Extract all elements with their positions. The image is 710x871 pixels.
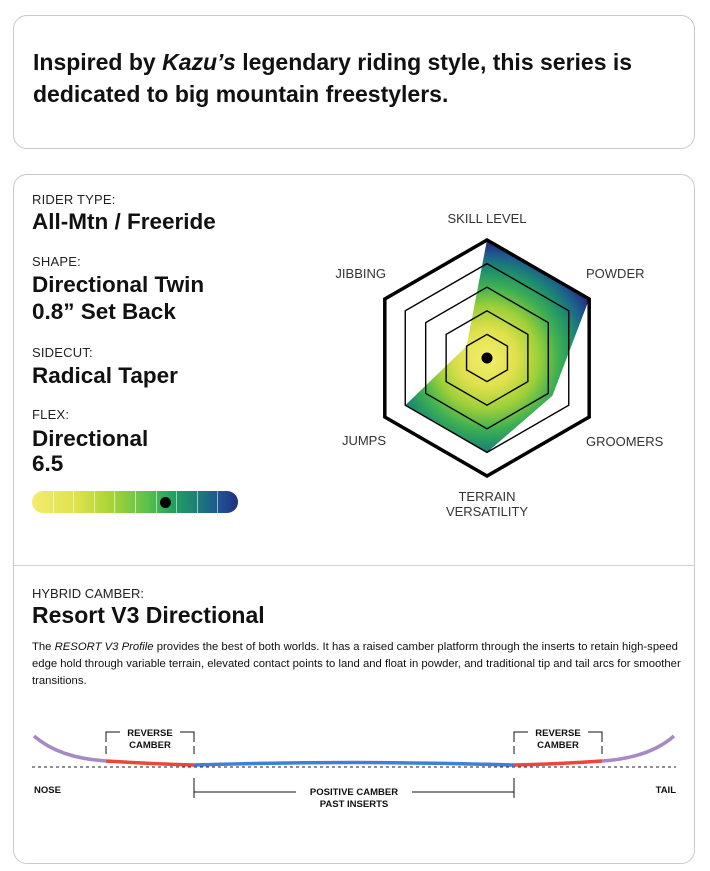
shape-label: SHAPE: <box>32 254 81 269</box>
sidecut-value: Radical Taper <box>32 363 178 388</box>
axis-label-skill-level: SKILL LEVEL <box>447 211 527 226</box>
rider-type-label: RIDER TYPE: <box>32 192 116 207</box>
axis-label-jumps: JUMPS <box>341 433 386 448</box>
rider-name: Kazu’s <box>162 49 236 75</box>
flex-label: FLEX: <box>32 407 70 422</box>
flex-scale-tick <box>176 491 177 513</box>
axis-label-powder: POWDER <box>586 266 645 281</box>
flex-scale-tick <box>114 491 115 513</box>
flex-scale-tick <box>135 491 136 513</box>
reverse-camber-right-label-2: CAMBER <box>537 740 579 751</box>
axis-label-terrain: TERRAIN <box>458 489 516 504</box>
flex-scale-tick <box>94 491 95 513</box>
intro-text: Inspired by Kazu’s legendary riding style, this series is dedicated to big mountain freestylers. <box>33 49 633 107</box>
flex-rating-bar <box>32 491 238 513</box>
camber-label: HYBRID CAMBER: <box>32 586 144 601</box>
specs-card <box>13 174 695 864</box>
positive-camber-label-1: POSITIVE CAMBER <box>309 787 399 798</box>
axis-label-jibbing: JIBBING <box>335 266 386 281</box>
positive-camber-label-2: PAST INSERTS <box>319 799 389 810</box>
radar-center-dot <box>482 353 493 364</box>
rider-type-value: All-Mtn / Freeride <box>32 209 216 234</box>
nose-tip-curve <box>34 736 106 761</box>
sidecut-label: SIDECUT: <box>32 345 93 360</box>
intro-card <box>13 15 695 149</box>
riding-radar-chart <box>314 195 684 525</box>
camber-title: Resort V3 Directional <box>32 602 265 628</box>
reverse-camber-left-segment <box>106 761 194 765</box>
flex-scale-tick <box>217 491 218 513</box>
flex-scale-tick <box>197 491 198 513</box>
axis-label-versatility: VERSATILITY <box>445 504 529 519</box>
flex-value-line2: 6.5 <box>32 451 64 476</box>
tail-label: TAIL <box>655 785 676 796</box>
flex-scale-tick <box>156 491 157 513</box>
positive-camber-segment <box>194 763 514 766</box>
camber-description: The RESORT V3 Profile provides the best of both worlds. It has a raised camber platform through the inserts to retain high-speed edge hold through variable terrain, elevated contact points to land and float in powder, and traditional tip and tail arcs for smoother transitions. <box>32 641 681 687</box>
reverse-camber-left-label-1: REVERSE <box>127 728 173 739</box>
reverse-camber-right-label-1: REVERSE <box>535 728 581 739</box>
flex-value-line1: Directional <box>32 426 149 451</box>
axis-label-groomers: GROOMERS <box>586 434 664 449</box>
flex-scale-tick <box>53 491 54 513</box>
section-divider <box>14 565 694 566</box>
tail-tip-curve <box>602 736 674 761</box>
shape-value-line1: Directional Twin <box>32 272 205 297</box>
flex-scale-tick <box>73 491 74 513</box>
reverse-camber-right-segment <box>514 761 602 765</box>
reverse-camber-left-label-2: CAMBER <box>129 740 171 751</box>
nose-label: NOSE <box>34 785 61 796</box>
camber-profile-diagram <box>14 720 694 815</box>
shape-value-line2: 0.8” Set Back <box>32 299 176 324</box>
flex-rating-marker <box>160 497 171 508</box>
